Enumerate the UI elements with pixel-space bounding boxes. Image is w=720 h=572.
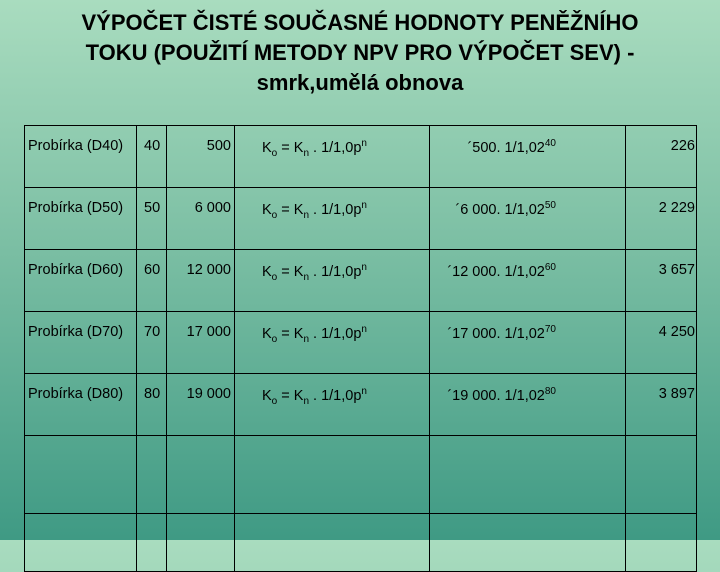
row-label: Probírka (D60) bbox=[25, 250, 137, 312]
row-formula: $K_o = K_n$ . $1/1,0p^n$ bbox=[235, 374, 430, 436]
row-label: Probírka (D70) bbox=[25, 312, 137, 374]
row-result: 3 657 bbox=[626, 250, 697, 312]
row-result: 2 229 bbox=[626, 188, 697, 250]
row-label: Probírka (D80) bbox=[25, 374, 137, 436]
row-value: 6 000 bbox=[167, 188, 235, 250]
row-formula: $K_o = K_n$ . $1/1,0p^n$ bbox=[235, 126, 430, 188]
row-expression: ´17 000. 1/1,02$^{70}$ bbox=[430, 312, 626, 374]
title-line-1: VÝPOČET ČISTÉ SOUČASNÉ HODNOTY PENĚŽNÍHO bbox=[81, 10, 639, 35]
row-expression: ´12 000. 1/1,02$^{60}$ bbox=[430, 250, 626, 312]
row-diameter: 50 bbox=[137, 188, 167, 250]
table-row bbox=[25, 312, 697, 374]
npv-table bbox=[24, 125, 697, 572]
table-row bbox=[25, 250, 697, 312]
row-diameter: 80 bbox=[137, 374, 167, 436]
title-line-3: smrk,umělá obnova bbox=[256, 70, 464, 95]
row-formula: $K_o = K_n$ . $1/1,0p^n$ bbox=[235, 188, 430, 250]
table-row bbox=[25, 374, 697, 436]
row-value: 500 bbox=[167, 126, 235, 188]
row-result: 226 bbox=[626, 126, 697, 188]
row-result: 3 897 bbox=[626, 374, 697, 436]
page-title bbox=[0, 8, 720, 98]
row-diameter: 70 bbox=[137, 312, 167, 374]
row-expression: ´19 000. 1/1,02$^{80}$ bbox=[430, 374, 626, 436]
title-line-2: TOKU (POUŽITÍ METODY NPV PRO VÝPOČET SEV) - bbox=[85, 40, 635, 65]
row-formula: $K_o = K_n$ . $1/1,0p^n$ bbox=[235, 250, 430, 312]
row-expression: ´500. 1/1,02$^{40}$ bbox=[430, 126, 626, 188]
row-label: Probírka (D40) bbox=[25, 126, 137, 188]
row-result: 4 250 bbox=[626, 312, 697, 374]
row-diameter: 60 bbox=[137, 250, 167, 312]
row-label: Probírka (D50) bbox=[25, 188, 137, 250]
footer-row bbox=[25, 514, 697, 572]
row-diameter: 40 bbox=[137, 126, 167, 188]
row-value: 19 000 bbox=[167, 374, 235, 436]
table-row bbox=[25, 126, 697, 188]
row-value: 12 000 bbox=[167, 250, 235, 312]
row-expression: ´6 000. 1/1,02$^{50}$ bbox=[430, 188, 626, 250]
row-formula: $K_o = K_n$ . $1/1,0p^n$ bbox=[235, 312, 430, 374]
row-value: 17 000 bbox=[167, 312, 235, 374]
empty-row bbox=[25, 436, 697, 514]
table-row bbox=[25, 188, 697, 250]
